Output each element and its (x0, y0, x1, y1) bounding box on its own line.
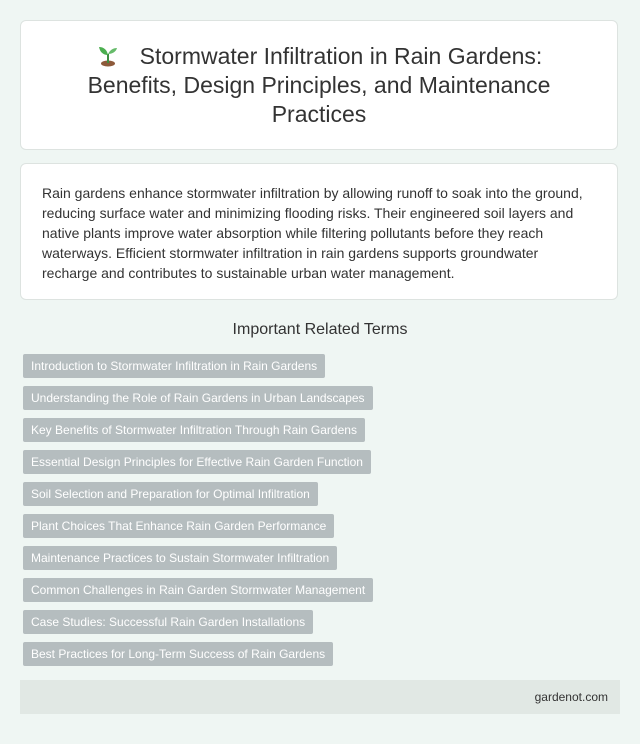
related-terms-heading: Important Related Terms (232, 321, 408, 338)
list-item (23, 418, 373, 442)
list-item (23, 450, 373, 474)
summary-text: Rain gardens enhance stormwater infiltration by allowing runoff to soak into the ground, reducing surface water and minimizing flooding risks. Their engineered soil layers and native plants improve water absorption while filtering pollutants before they reach waterways. Efficient stormwater infiltration in rain gardens supports groundwater recharge and contributes to sustainable urban water management. (42, 185, 583, 281)
list-item (23, 578, 373, 602)
term-tag[interactable]: Introduction to Stormwater Infiltration in Rain Gardens (23, 354, 325, 378)
term-tag[interactable]: Soil Selection and Preparation for Optimal Infiltration (23, 482, 318, 506)
term-tag[interactable]: Best Practices for Long-Term Success of Rain Gardens (23, 642, 333, 666)
term-tag[interactable]: Understanding the Role of Rain Gardens in Urban Landscapes (23, 386, 373, 410)
list-item (23, 482, 373, 506)
term-tag[interactable]: Maintenance Practices to Sustain Stormwater Infiltration (23, 546, 337, 570)
footer-site-link[interactable]: gardenot.com (534, 690, 608, 704)
term-tag[interactable]: Essential Design Principles for Effective Rain Garden Function (23, 450, 371, 474)
term-tag[interactable]: Plant Choices That Enhance Rain Garden Performance (23, 514, 334, 538)
list-item (23, 546, 373, 570)
term-tag[interactable]: Case Studies: Successful Rain Garden Installations (23, 610, 313, 634)
summary-card (20, 163, 618, 300)
list-item (23, 514, 373, 538)
list-item (23, 354, 373, 378)
page-title (61, 42, 577, 129)
sprout-icon (96, 43, 120, 67)
page-title-text: Stormwater Infiltration in Rain Gardens: Benefits, Design Principles, and Maintenance Practices (87, 42, 551, 127)
footer (20, 680, 620, 714)
list-item (23, 386, 373, 410)
term-tag[interactable]: Common Challenges in Rain Garden Stormwater Management (23, 578, 373, 602)
term-tag[interactable]: Key Benefits of Stormwater Infiltration Through Rain Gardens (23, 418, 365, 442)
related-terms-list (23, 354, 373, 674)
list-item (23, 642, 373, 666)
list-item (23, 610, 373, 634)
title-card (20, 20, 618, 150)
